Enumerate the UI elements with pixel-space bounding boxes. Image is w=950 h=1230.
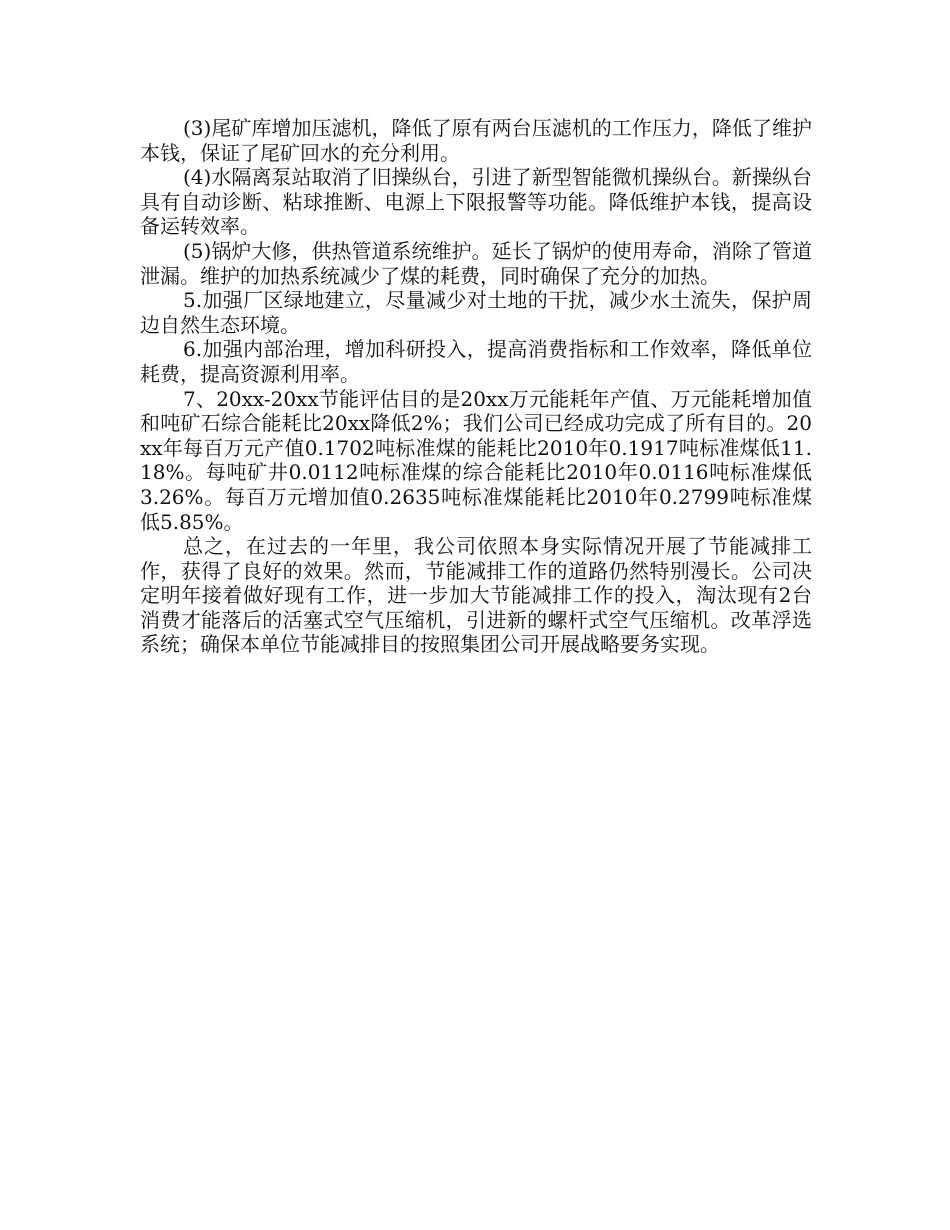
paragraph-pump-station-console: (4)水隔离泵站取消了旧操纵台，引进了新型智能微机操纵台。新操纵台具有自动诊断、粘球推断、电源上下限报警等功能。降低维护本钱，提高设备运转效率。 xyxy=(140,165,812,239)
paragraph-boiler-overhaul: (5)锅炉大修，供热管道系统维护。延长了锅炉的使用寿命，消除了管道泄漏。维护的加热系统减少了煤的耗费，同时确保了充分的加热。 xyxy=(140,238,812,288)
paragraph-energy-assessment: 7、20xx-20xx节能评估目的是20xx万元能耗年产值、万元能耗增加值和吨矿石综合能耗比20xx降低2%；我们公司已经成功完成了所有目的。20xx年每百万元产值0.1702吨标准煤的能耗比2010年0.1917吨标准煤低11.18%。每吨矿井0.0112吨标准煤的综合能耗比2010年0.0116吨标准煤低3.26%。每百万元增加值0.2635吨标准煤能耗比2010年0.2799吨标准煤低5.85%。 xyxy=(140,386,812,534)
paragraph-tailings-filter-press: (3)尾矿库增加压滤机，降低了原有两台压滤机的工作压力，降低了维护本钱，保证了尾矿回水的充分利用。 xyxy=(140,116,812,165)
paragraph-internal-management: 6.加强内部治理，增加科研投入，提高消费指标和工作效率，降低单位耗费，提高资源利用率。 xyxy=(140,337,812,386)
paragraph-greening: 5.加强厂区绿地建立，尽量减少对土地的干扰，减少水土流失，保护周边自然生态环境。 xyxy=(140,288,812,337)
paragraph-summary: 总之，在过去的一年里，我公司依照本身实际情况开展了节能减排工作，获得了良好的效果。然而，节能减排工作的道路仍然特别漫长。公司决定明年接着做好现有工作，进一步加大节能减排工作的投入，淘汰现有2台消费才能落后的活塞式空气压缩机，引进新的螺杆式空气压缩机。改革浮选系统；确保本单位节能减排目的按照集团公司开展战略要务实现。 xyxy=(140,534,812,657)
document-body xyxy=(140,116,812,657)
